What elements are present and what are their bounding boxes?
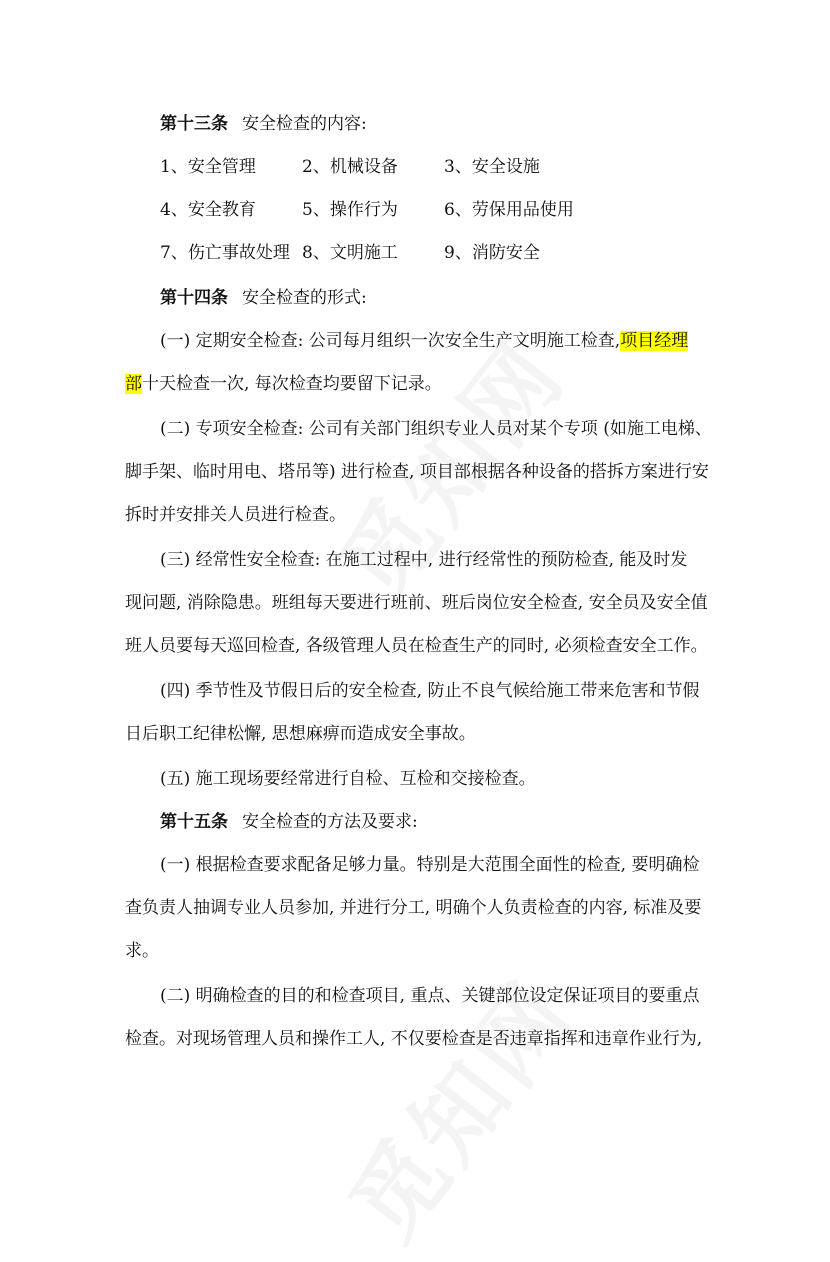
checklist-item: 4、安全教育 — [160, 200, 256, 220]
checklist-item: 1、安全管理 — [160, 157, 256, 177]
highlighted-text: 项目经理 — [620, 331, 689, 351]
paragraph-text: (一) 定期安全检查: 公司每月组织一次安全生产文明施工检查, — [160, 331, 621, 351]
checklist-item: 5、操作行为 — [302, 200, 398, 220]
checklist-item: 2、机械设备 — [302, 157, 398, 177]
checklist-item: 8、文明施工 — [302, 243, 398, 263]
article-15-title: 安全检查的方法及要求: — [242, 812, 418, 832]
paragraph-text: 十天检查一次, 每次检查均要留下记录。 — [142, 374, 442, 394]
checklist-item: 3、安全设施 — [444, 157, 540, 177]
document-page: 第十三条 安全检查的内容: 1、安全管理 2、机械设备 3、安全设施 4、安全教育 5、操作行为 6、劳保用品使用 7、伤亡事故处理 8、文明施工 9、消防安全 第十四条 安全检查的形式: (一) 定期安全检查: 公司每月组织一次安全生产文明施工检查,项目经理 部十天检查一次, 每次检查均要留下记录。 (二) 专项安全检查: 公司有关部门组织专业人员对某个专项 (如施工电梯、 脚手架、临时用电、塔吊等) 进行检查, 项目部根据各种设备的搭拆方案进行安 拆时并安排关人员进行检查。 (三) 经常性安全检查: 在施工过程中, 进行经常性的预防检查, 能及时发 现问题, 消除隐患。班组每天要进行班前、班后岗位安全检查, 安全员及安全值 班人员要每天巡回检查, 各级管理人员在检查生产的同时, 必须检查安全工作。 (四) 季节性及节假日后的安全检查, 防止不良气候给施工带来危害和节假 日后职工纪律松懈, 思想麻痹而造成安全事故。 (五) 施工现场要经常进行自检、互检和交接检查。 第十五条 安全检查的方法及要求: (一) 根据检查要求配备足够力量。特别是大范围全面性的检查, 要明确检 查负责人抽调专业人员参加, 并进行分工, 明确个人负责检查的内容, 标准及要 求。 (二) 明确检查的目的和检查项目, 重点、关键部位设定保证项目的要重点 检查。对现场管理人员和操作工人, 不仅要检查是否违章指挥和违章作业行为, — [0, 0, 830, 1174]
article-15-heading: 第十五条 — [160, 812, 228, 832]
article-14-heading: 第十四条 — [160, 288, 228, 308]
checklist-item: 9、消防安全 — [444, 243, 540, 263]
checklist-item: 6、劳保用品使用 — [444, 200, 574, 220]
article-13-title: 安全检查的内容: — [242, 114, 367, 134]
checklist-item: 7、伤亡事故处理 — [160, 243, 290, 263]
highlighted-text: 部 — [125, 374, 142, 394]
article-13-heading: 第十三条 — [160, 114, 228, 134]
article-14-title: 安全检查的形式: — [242, 288, 367, 308]
